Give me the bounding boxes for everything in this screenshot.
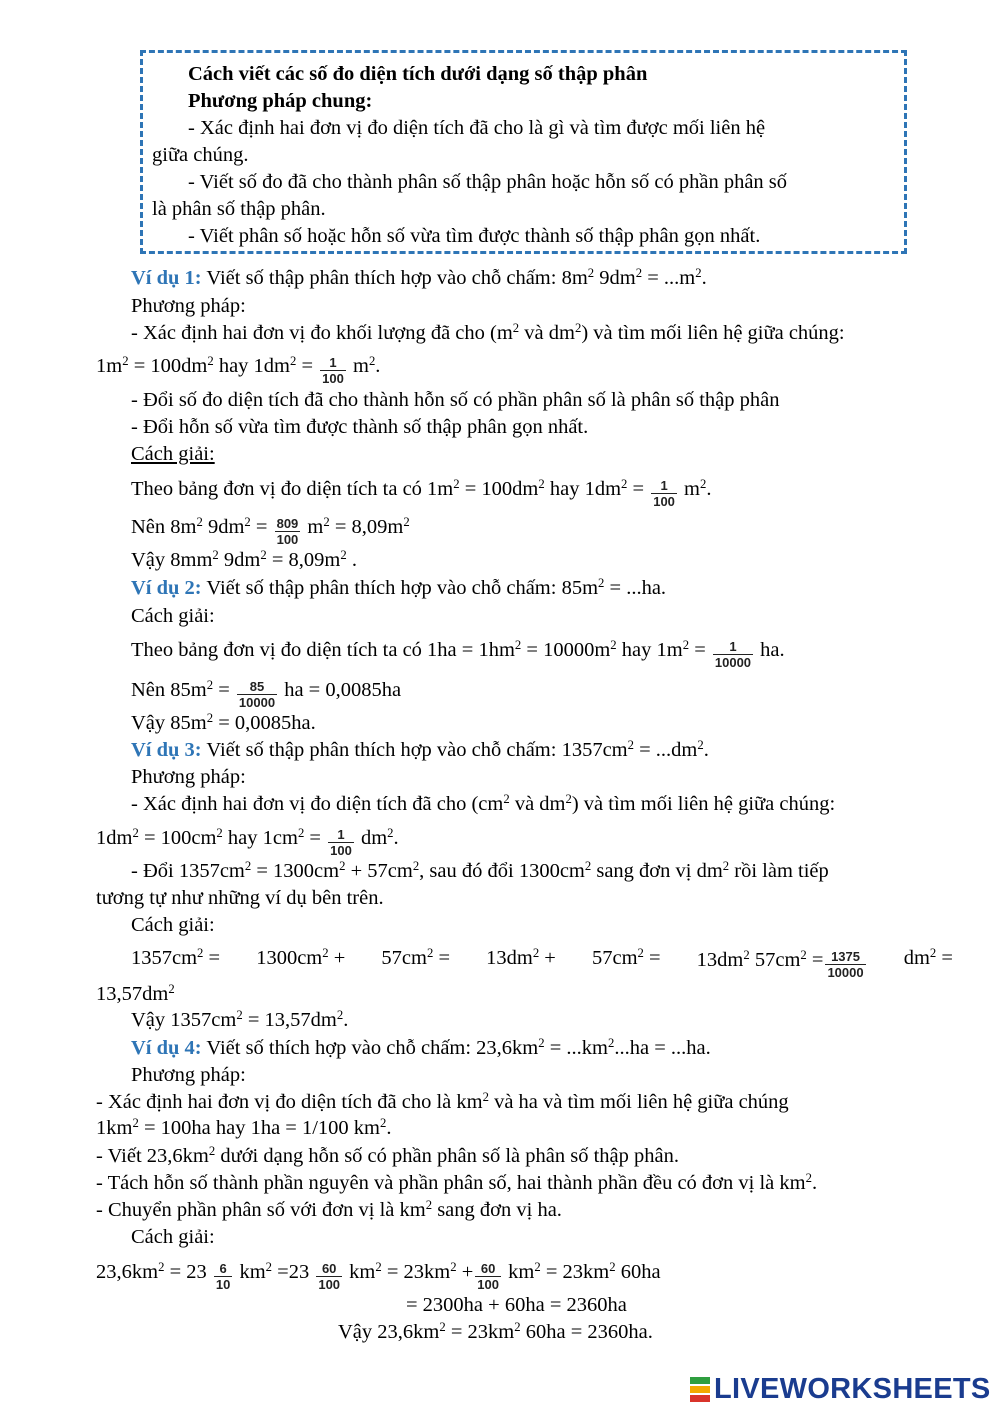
box-bullet-1-cont: giữa chúng. [152, 144, 249, 166]
ex3-method-line-2: $1dm^2 = 100cm^2$ hay $1cm^2$ = $\frac{1}{100}$ $dm^2$. [96, 826, 399, 858]
ex2-question: Ví dụ 2: Viết số thập phân thích hợp vào chỗ chấm: $85m^2 = ...ha$. [131, 576, 667, 599]
fraction: $\frac{1375}{10000}$ [827, 949, 864, 980]
box-subtitle: Phương pháp chung: [188, 90, 373, 112]
ex1-solution-line-1: Theo bảng đơn vị đo diện tích ta có $1m^2 = 100dm^2$ hay $1dm^2$ = $\frac{1}{100}$ $m^2$. [131, 477, 712, 509]
ex3-question: Ví dụ 3: Viết số thập phân thích hợp vào chỗ chấm: $1357cm^2 = ...dm^2$. [131, 738, 709, 761]
fraction: $\frac{1}{100}$ [322, 355, 344, 386]
fraction: $\frac{60}{100}$ [477, 1261, 499, 1292]
ex4-method-line-1: - Xác định hai đơn vị đo diện tích đã cho là $km^2$ và ha và tìm mối liên hệ giữa chúng [96, 1090, 789, 1113]
ex1-solution-line-2: Nên $8m^2$ $9dm^2$ = $\frac{809}{100}$ $m^2 = 8,09m^2$ [131, 515, 410, 547]
ex1-step-2: - Đổi hỗn số vừa tìm được thành số thập phân gọn nhất. [131, 416, 589, 438]
ex3-solution-line-1-cont: $13,57dm^2$ [96, 982, 175, 1005]
box-title: Cách viết các số đo diện tích dưới dạng số thập phân [188, 63, 648, 85]
ex4-step-2: - Tách hỗn số thành phần nguyên và phần phân số, hai thành phần đều có đơn vị là $km^2$. [96, 1171, 818, 1194]
ex4-question: Ví dụ 4: Viết số thích hợp vào chỗ chấm: $23,6km^2 = ...km^2...ha = ...ha$. [131, 1036, 711, 1059]
ex3-method-line-1: - Xác định hai đơn vị đo diện tích đã cho ($cm^2$ và $dm^2$) và tìm mối liên hệ giữa chúng: [131, 792, 836, 815]
ex4-conclusion: Vậy $23,6km^2 = 23km^2$ 60ha = 2360ha. [338, 1320, 653, 1343]
box-bullet-1: - Xác định hai đơn vị đo diện tích đã cho là gì và tìm được mối liên hệ [188, 117, 766, 139]
fraction: $\frac{1}{100}$ [653, 478, 675, 509]
ex2-solution-line-1: Theo bảng đơn vị đo diện tích ta có $1ha = 1hm^2 = 10000m^2$ hay $1m^2$ = $\frac{1}{10000}$ ha. [131, 638, 785, 670]
fraction: $\frac{1}{10000}$ [714, 639, 752, 670]
ex1-question: Ví dụ 1: Viết số thập phân thích hợp vào chỗ chấm: $8m^2$ $9dm^2 = ...m^2$. [131, 266, 707, 289]
liveworksheets-logo [690, 1372, 991, 1406]
ex2-solution-line-2: Nên $85m^2$ = $\frac{85}{10000}$ ha = 0,0085ha [131, 678, 402, 710]
ex3-step-1: - Đổi $1357cm^2 = 1300cm^2 + 57cm^2$, sau đó đổi $1300cm^2$ sang đơn vị $dm^2$ rồi làm tiếp [131, 859, 829, 882]
ex1-step-1: - Đổi số đo diện tích đã cho thành hỗn số có phần phân số là phân số thập phân [131, 389, 780, 411]
ex4-method-heading: Phương pháp: [131, 1064, 246, 1086]
ex1-conclusion: Vậy $8mm^2$ $9dm^2 = 8,09m^2$ . [131, 548, 357, 571]
fraction: $\frac{60}{100}$ [318, 1261, 341, 1292]
ex4-solution-line-1: $23,6km^2 = 23$ $\frac{6}{10}$ $km^2 =23$ $\frac{60}{100}$ $km^2 = 23km^2$ + $\frac{60}{100}$ $km^2 = 23km^2$ 60ha [96, 1260, 661, 1292]
ex1-method-heading: Phương pháp: [131, 295, 246, 317]
ex1-method-line-1: - Xác định hai đơn vị đo khối lượng đã cho ($m^2$ và $dm^2$) và tìm mối liên hệ giữa chúng: [131, 321, 845, 344]
box-bullet-2-cont: là phân số thập phân. [152, 198, 326, 220]
logo-icon [690, 1376, 710, 1403]
ex3-solution-line-1: $1357cm^2$ = $1300cm^2$ + $57cm^2$ = $13dm^2$ + $57cm^2$ = $13dm^2$ $57cm^2$ = $\frac{1375}{10000}$ $dm^2$ = [131, 946, 953, 980]
ex3-conclusion: Vậy $1357cm^2 = 13,57dm^2$. [131, 1008, 349, 1031]
ex2-solution-heading: Cách giải: [131, 605, 215, 627]
ex3-method-heading: Phương pháp: [131, 766, 246, 788]
box-bullet-2: - Viết số đo đã cho thành phân số thập phân hoặc hỗn số có phần phân số [188, 171, 788, 193]
ex3-solution-heading: Cách giải: [131, 914, 215, 936]
ex1-solution-heading: Cách giải: [131, 443, 215, 465]
ex2-conclusion: Vậy $85m^2 = 0,0085ha$. [131, 711, 316, 734]
ex4-step-3: - Chuyển phần phân số với đơn vị là $km^2$ sang đơn vị ha. [96, 1198, 562, 1221]
ex4-solution-heading: Cách giải: [131, 1226, 215, 1248]
ex4-method-line-2: $1km^2 = 100ha$ hay 1ha = 1/100 $km^2$. [96, 1116, 392, 1139]
ex4-solution-line-2: = 2300ha + 60ha = 2360ha [406, 1294, 627, 1316]
fraction: $\frac{6}{10}$ [215, 1261, 231, 1292]
logo-text: LIVEWORKSHEETS [714, 1372, 991, 1405]
ex1-method-line-2: $1m^2 = 100dm^2$ hay $1dm^2$ = $\frac{1}{100}$ $m^2$. [96, 354, 381, 386]
fraction: $\frac{1}{100}$ [330, 827, 352, 858]
fraction: $\frac{85}{10000}$ [238, 679, 276, 710]
ex4-step-1: - Viết $23,6km^2$ dưới dạng hỗn số có phần phân số là phân số thập phân. [96, 1144, 679, 1167]
fraction: $\frac{809}{100}$ [276, 516, 299, 547]
box-bullet-3: - Viết phân số hoặc hỗn số vừa tìm được thành số thập phân gọn nhất. [188, 225, 761, 247]
ex3-step-1-cont: tương tự như những ví dụ bên trên. [96, 887, 384, 909]
